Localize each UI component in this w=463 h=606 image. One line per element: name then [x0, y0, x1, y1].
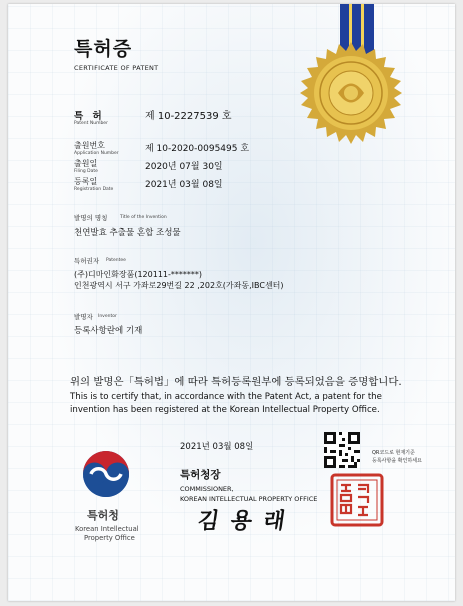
- patent-label: 특 허: [74, 111, 105, 122]
- inventor-label-en: Inventor: [98, 314, 117, 319]
- statement-english-1: This is to certify that, in accordance with the Patent Act, a patent for the: [70, 392, 382, 402]
- patentee-label: 특허권자: [74, 257, 100, 265]
- qr-note-line-1: QR코드로 현재기준: [372, 450, 415, 456]
- certificate-title: 특허증: [74, 38, 133, 60]
- inventor-label: 발명자: [74, 313, 93, 321]
- patent-number: 제 10-2227539 호: [145, 111, 232, 122]
- commissioner-signature: 김 용 래: [195, 508, 289, 534]
- kipo-name-english-2: Property Office: [84, 534, 135, 542]
- registration-label-en: Registration Date: [74, 187, 114, 192]
- qr-code-icon: [324, 432, 360, 468]
- statement-korean: 위의 발명은「특허법」에 따라 특허등록원부에 등록되었음을 증명합니다.: [70, 376, 402, 388]
- application-label-en: Application Number: [74, 151, 119, 156]
- filing-label: 출원일: [74, 159, 98, 168]
- official-red-seal: [330, 473, 384, 527]
- commissioner-en-2: KOREAN INTELLECTUAL PROPERTY OFFICE: [180, 495, 318, 503]
- kipo-name-english-1: Korean Intellectual: [75, 525, 139, 533]
- issue-date: 2021년 03월 08일: [180, 442, 254, 452]
- certificate-subtitle: CERTIFICATE OF PATENT: [74, 64, 159, 72]
- inventor-value: 등록사항란에 기재: [74, 326, 143, 336]
- kipo-name-korean: 특허청: [87, 509, 119, 522]
- application-number: 제 10-2020-0095495 호: [145, 144, 250, 154]
- registration-date: 2021년 03월 08일: [145, 180, 223, 190]
- invention-title: 천연발효 추출물 혼합 조성물: [74, 228, 181, 238]
- commissioner-en-1: COMMISSIONER,: [180, 485, 234, 493]
- filing-label-en: Filing Date: [74, 169, 98, 174]
- registration-label: 등록일: [74, 177, 98, 186]
- invention-label: 발명의 명칭: [74, 214, 108, 222]
- statement-english-2: invention has been registered at the Korean Intellectual Property Office.: [70, 405, 380, 415]
- gold-seal-icon: [300, 42, 402, 144]
- filing-date: 2020년 07월 30일: [145, 162, 223, 172]
- invention-label-en: Title of the Invention: [120, 215, 167, 220]
- patentee-label-en: Patentee: [106, 258, 126, 263]
- patentee-name: (주)디마인화장품(120111-*******): [74, 270, 203, 279]
- patentee-address: 인천광역시 서구 가좌로29번길 22 ,202호(가좌동,IBC센터): [74, 281, 284, 290]
- commissioner-title: 특허청장: [180, 469, 221, 481]
- patent-label-en: Patent Number: [74, 121, 108, 126]
- certificate-paper: [8, 4, 455, 601]
- qr-note-line-2: 등록사항을 확인하세요: [372, 458, 422, 464]
- kipo-logo-icon: [81, 449, 131, 499]
- application-label: 출원번호: [74, 141, 105, 150]
